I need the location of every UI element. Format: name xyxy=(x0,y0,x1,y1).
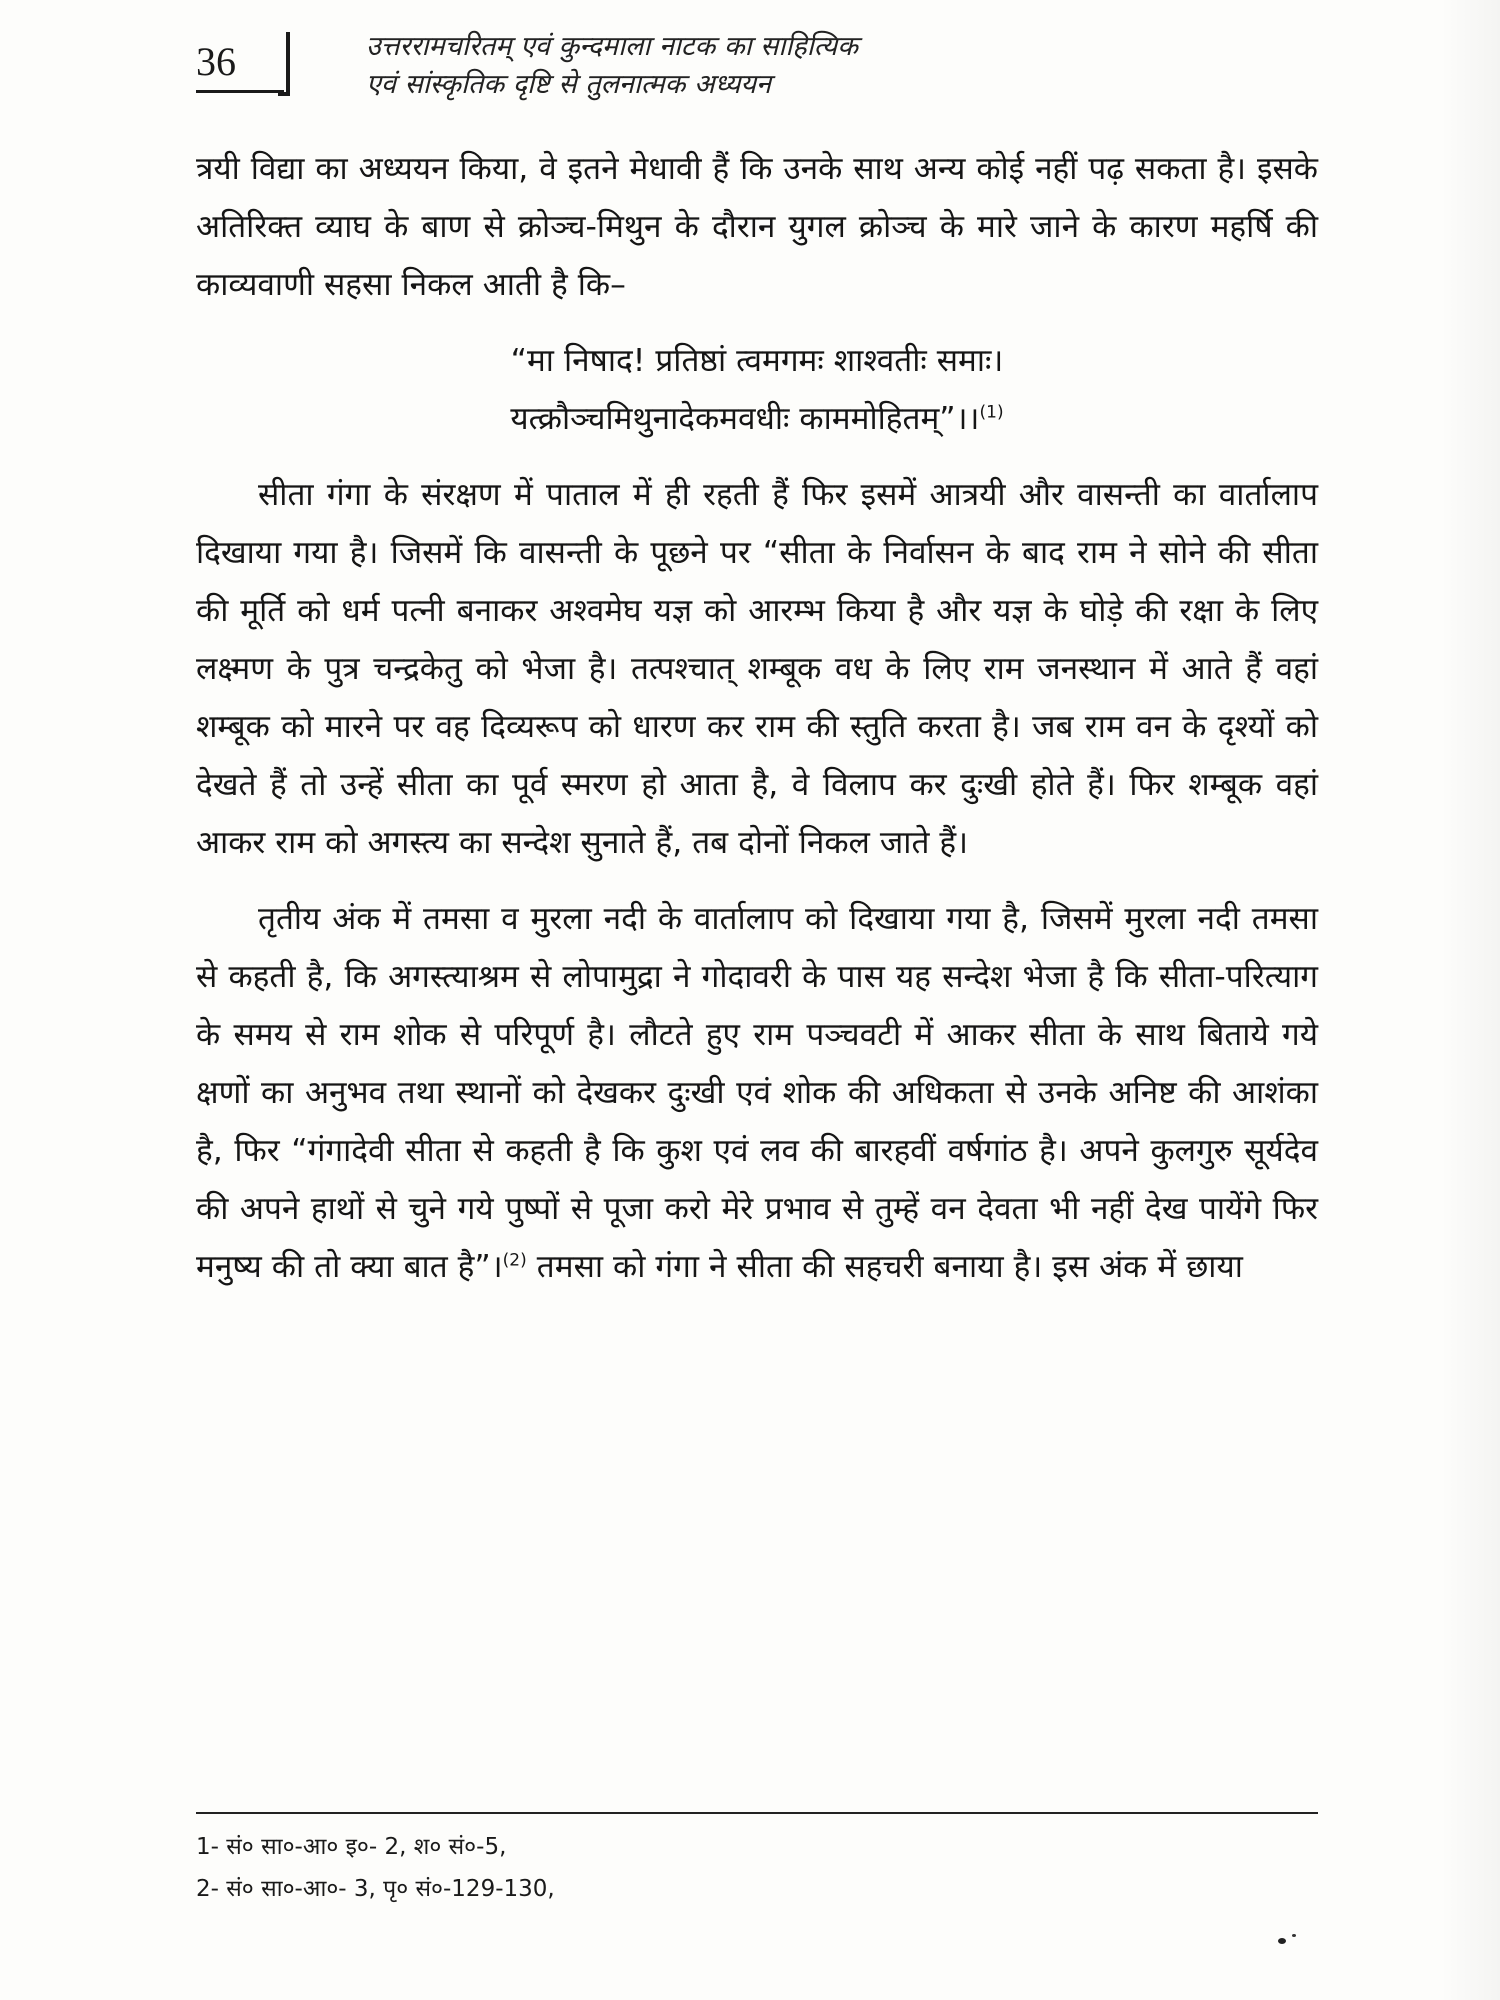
footnote-ref-1[interactable]: (1) xyxy=(979,402,1004,423)
ink-speck-small xyxy=(1292,1934,1296,1937)
footnote-divider xyxy=(196,1812,1318,1814)
paragraph-2: सीता गंगा के संरक्षण में पाताल में ही रहती हैं फिर इसमें आत्रयी और वासन्ती का वार्तालाप दिखाया गया है। जिसमें कि वासन्ती के पूछने पर “सीता के निर्वासन के बाद राम ने सोने की सीता की मूर्ति को धर्म पत्नी बनाकर अश्वमेघ यज्ञ को आरम्भ किया है और यज्ञ के घोड़े की रक्षा के लिए लक्ष्मण के पुत्र चन्द्रकेतु को भेजा है। तत्पश्चात् शम्बूक वध के लिए राम जनस्थान में आते हैं वहां शम्बूक को मारने पर वह दिव्यरूप को धारण कर राम की स्तुति करता है। जब राम वन के दृश्यों को देखते हैं तो उन्हें सीता का पूर्व स्मरण हो आता है, वे विलाप कर दुःखी होते हैं। फिर शम्बूक वहां आकर राम को अगस्त्य का सन्देश सुनाते हैं, तब दोनों निकल जाते हैं। xyxy=(196,477,1318,861)
page-header xyxy=(196,28,1316,120)
page-number-bracket xyxy=(278,32,290,96)
running-head-line-1: उत्तररामचरितम् एवं कुन्दमाला नाटक का साहित्यिक xyxy=(366,31,858,62)
main-text xyxy=(196,140,1318,1296)
running-head-line-2: एवं सांस्कृतिक दृष्टि से तुलनात्मक अध्ययन xyxy=(366,69,772,100)
sanskrit-verse xyxy=(196,332,1318,448)
verse-line-2 xyxy=(196,390,1318,448)
scan-shadow xyxy=(1440,0,1500,2000)
running-head xyxy=(366,28,1266,104)
paragraph-3-text: तृतीय अंक में तमसा व मुरला नदी के वार्तालाप को दिखाया गया है, जिसमें मुरला नदी तमसा से कहती है, कि अगस्त्याश्रम से लोपामुद्रा ने गोदावरी के पास यह सन्देश भेजा है कि सीता-परित्याग के समय से राम शोक से परिपूर्ण है। लौटते हुए राम पञ्चवटी में आकर सीता के साथ बिताये गये क्षणों का अनुभव तथा स्थानों को देखकर दुःखी एवं शोक की अधिकता से उनके अनिष्ट की आशंका है, फिर “गंगादेवी सीता से कहती है कि कुश एवं लव की बारहवीं वर्षगांठ है। अपने कुलगुरु सूर्यदेव की अपने हाथों से चुने गये पुष्पों से पूजा करो मेरे प्रभाव से तुम्हें वन देवता भी नहीं देख पायेंगे फिर मनुष्य की तो क्या बात है”। xyxy=(196,901,1318,1285)
footnote-1: 1- सं० सा०-आ० इ०- 2, श० सं०-5, xyxy=(196,1834,507,1860)
paragraph-3-continuation: तमसा को गंगा ने सीता की सहचरी बनाया है। इस अंक में छाया xyxy=(526,1249,1243,1285)
page-number-underline xyxy=(196,90,284,93)
verse-line-1: “मा निषाद! प्रतिष्ठां त्वमगमः शाश्वतीः समाः। xyxy=(510,343,1004,379)
verse-line-2-text: यत्क्रौञ्चमिथुनादेकमवधीः काममोहितम्”।। xyxy=(510,401,980,437)
ink-speck xyxy=(1278,1938,1286,1944)
footnote-ref-2[interactable]: (2) xyxy=(502,1250,527,1271)
paragraph-3 xyxy=(196,890,1318,1296)
footnote-2: 2- सं० सा०-आ०- 3, पृ० सं०-129-130, xyxy=(196,1876,555,1902)
page-number: 36 xyxy=(196,39,236,84)
footnotes xyxy=(196,1826,1318,1910)
paragraph-1: त्रयी विद्या का अध्ययन किया, वे इतने मेधावी हैं कि उनके साथ अन्य कोई नहीं पढ़ सकता है। इसके अतिरिक्त व्याघ के बाण से क्रोञ्च-मिथुन के दौरान युगल क्रोञ्च के मारे जाने के कारण महर्षि की काव्यवाणी सहसा निकल आती है कि– xyxy=(196,151,1318,303)
